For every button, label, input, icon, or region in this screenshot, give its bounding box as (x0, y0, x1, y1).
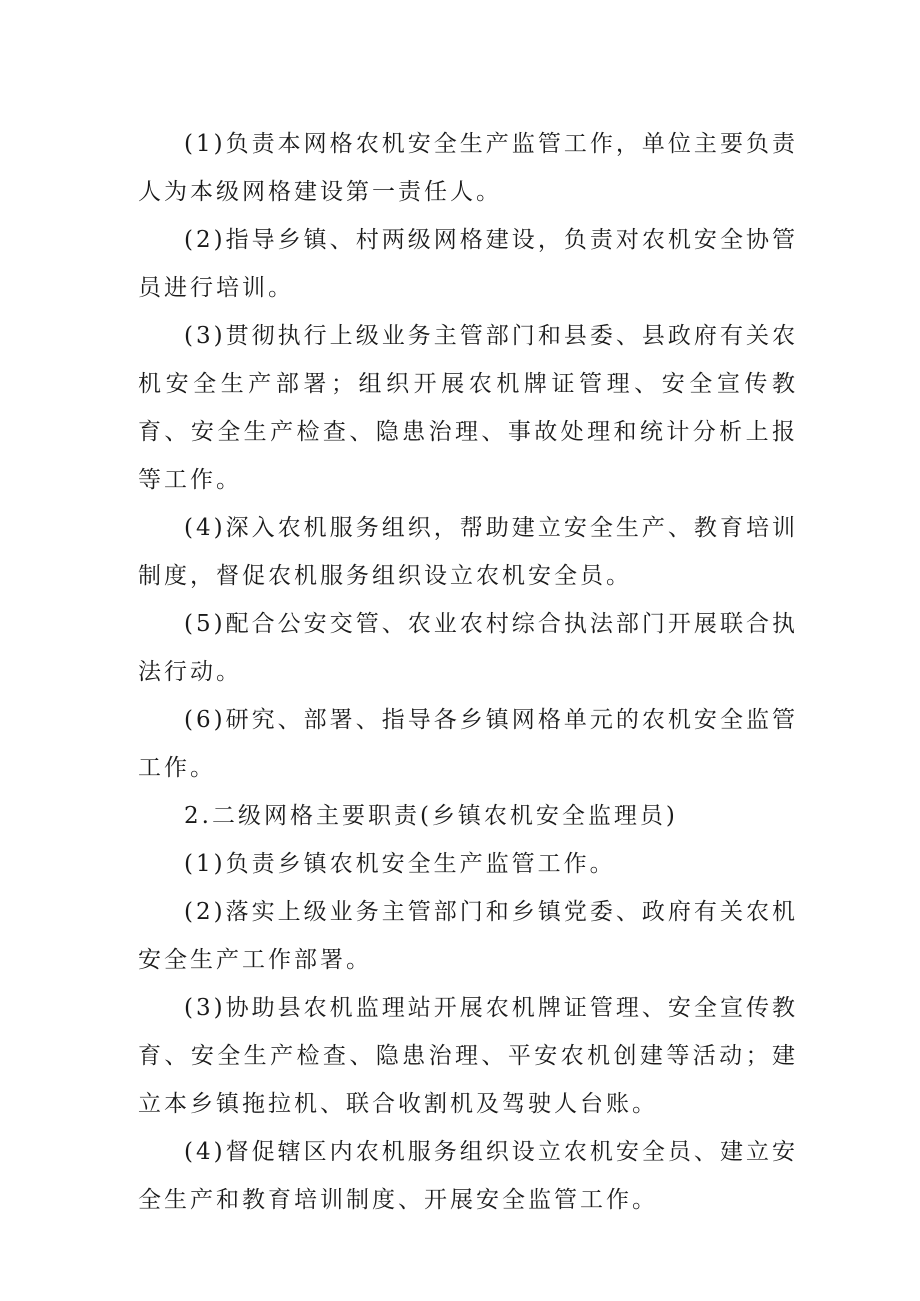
document-body (138, 120, 798, 1224)
paragraph-7: (1)负责乡镇农机安全生产监管工作。 (184, 851, 616, 877)
paragraph-2: (2)指导乡镇、村两级网格建设，负责对农机安全协管员进行培训。 (138, 227, 798, 301)
paragraph-9: (3)协助县农机监理站开展农机牌证管理、安全宣传教育、安全生产检查、隐患治理、平安农机创建等活动；建立本乡镇拖拉机、联合收割机及驾驶人台账。 (138, 995, 798, 1117)
paragraph-3: (3)贯彻执行上级业务主管部门和县委、县政府有关农机安全生产部署；组织开展农机牌证管理、安全宣传教育、安全生产检查、隐患治理、事故处理和统计分析上报等工作。 (138, 323, 798, 493)
paragraph-8: (2)落实上级业务主管部门和乡镇党委、政府有关农机安全生产工作部署。 (138, 899, 798, 973)
paragraph-4: (4)深入农机服务组织，帮助建立安全生产、教育培训制度，督促农机服务组织设立农机安全员。 (138, 515, 798, 589)
paragraph-1: (1)负责本网格农机安全生产监管工作，单位主要负责人为本级网格建设第一责任人。 (138, 131, 798, 205)
paragraph-10: (4)督促辖区内农机服务组织设立农机安全员、建立安全生产和教育培训制度、开展安全监管工作。 (138, 1139, 798, 1213)
paragraph-6: (6)研究、部署、指导各乡镇网格单元的农机安全监管工作。 (138, 707, 798, 781)
section-heading: 2.二级网格主要职责(乡镇农机安全监理员) (184, 803, 678, 829)
paragraph-5: (5)配合公安交管、农业农村综合执法部门开展联合执法行动。 (138, 611, 798, 685)
